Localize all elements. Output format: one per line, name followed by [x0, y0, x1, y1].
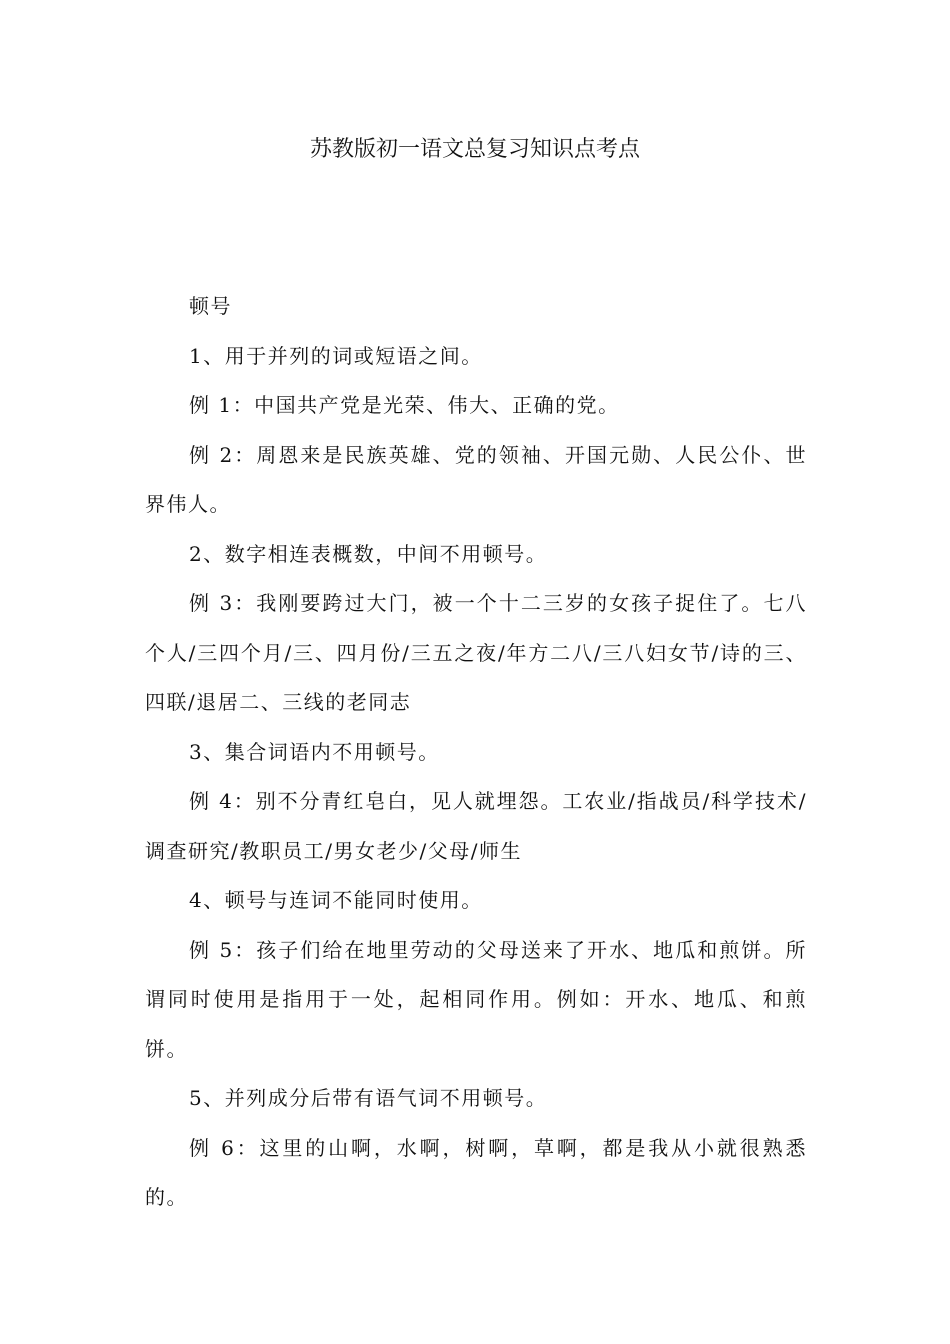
rule-5: 5、并列成分后带有语气词不用顿号。	[189, 1086, 548, 1110]
rule-4: 4、顿号与连词不能同时使用。	[189, 888, 483, 912]
rule-1: 1、用于并列的词或短语之间。	[189, 343, 483, 368]
document-title: 苏教版初一语文总复习知识点考点	[309, 137, 640, 162]
section-heading-dunhao: 顿号	[189, 294, 232, 318]
example-2: 例 2：周恩来是民族英雄、党的领袖、开国元勋、人民公仆、世界伟人。	[145, 442, 807, 516]
rule-2: 2、数字相连表概数，中间不用顿号。	[189, 541, 548, 566]
document-body	[145, 282, 807, 1223]
example-1: 例 1：中国共产党是光荣、伟大、正确的党。	[189, 393, 620, 417]
rule-3: 3、集合词语内不用顿号。	[189, 739, 440, 764]
example-6: 例 6：这里的山啊，水啊，树啊，草啊，都是我从小就很熟悉的。	[145, 1135, 807, 1209]
example-4: 例 4：别不分青红皂白，见人就埋怨。工农业/指战员/科学技术/调查研究/教职员工/男女老少/父母/师生	[145, 789, 807, 863]
example-5: 例 5：孩子们给在地里劳动的父母送来了开水、地瓜和煎饼。所谓同时使用是指用于一处，起相同作用。例如：开水、地瓜、和煎饼。	[145, 937, 807, 1061]
example-3: 例 3：我刚要跨过大门，被一个十二三岁的女孩子捉住了。七八个人/三四个月/三、四月份/三五之夜/年方二八/三八妇女节/诗的三、四联/退居二、三线的老同志	[145, 591, 807, 714]
